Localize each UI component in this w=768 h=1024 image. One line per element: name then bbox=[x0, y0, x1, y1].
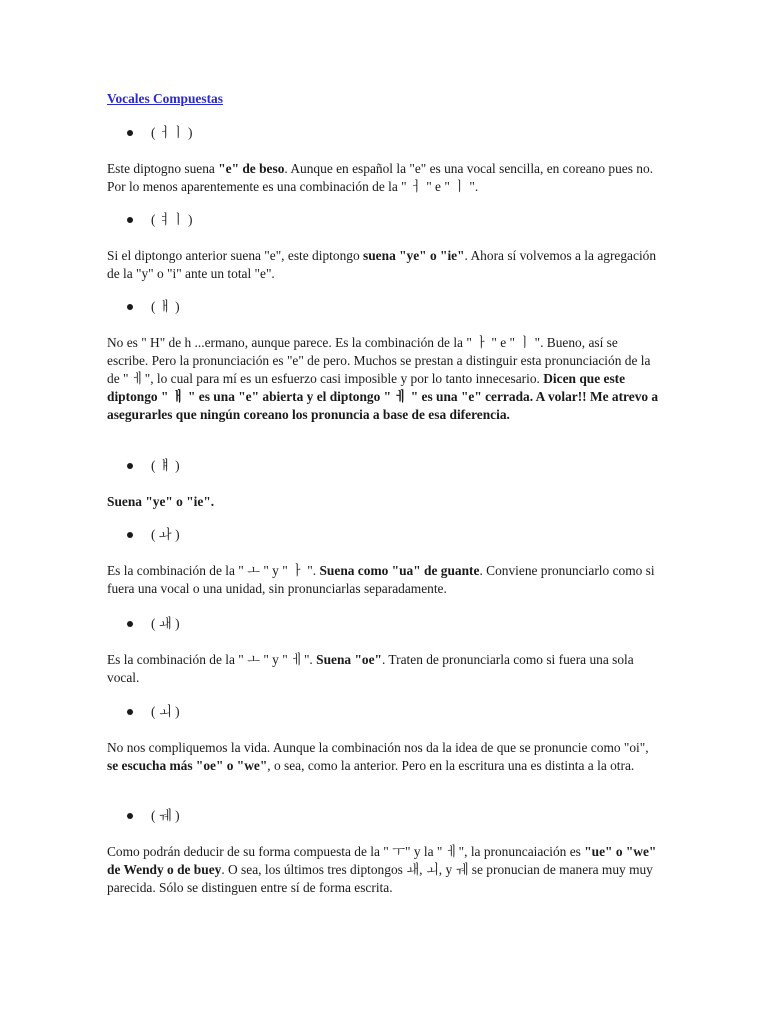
bullet-label: ( ㅞ ) bbox=[151, 808, 180, 823]
bullet-label: ( ㅕㅣ ) bbox=[151, 212, 193, 227]
text-run: Si el diptongo anterior suena "e", este diptongo bbox=[107, 248, 364, 263]
bold-text-run: suena "ye" o "ie" bbox=[363, 248, 465, 263]
bold-text-run: Suena "oe" bbox=[316, 652, 382, 667]
bullet-dot bbox=[127, 813, 133, 819]
bullet-label: ( ㅘ ) bbox=[151, 527, 180, 542]
list-item-bullet bbox=[127, 615, 180, 633]
text-run: , o sea, como la anterior. Pero en la escritura una es distinta a la otra. bbox=[267, 758, 635, 773]
page-title-link[interactable]: Vocales Compuestas bbox=[107, 91, 223, 106]
text-run: . Traten de pronunciarla como si fuera una sola vocal. bbox=[107, 652, 634, 685]
bullet-dot bbox=[127, 463, 133, 469]
paragraph bbox=[107, 562, 659, 598]
paragraph bbox=[107, 160, 659, 196]
list-item-bullet bbox=[127, 703, 180, 721]
paragraph bbox=[107, 334, 659, 424]
bullet-dot bbox=[127, 130, 133, 136]
paragraph bbox=[107, 493, 659, 511]
list-item-bullet bbox=[127, 457, 180, 475]
list-item-bullet bbox=[127, 526, 180, 544]
bullet-label: ( ㅙ ) bbox=[151, 616, 180, 631]
bullet-dot bbox=[127, 532, 133, 538]
text-run: Este diptogno suena bbox=[107, 161, 219, 176]
paragraph bbox=[107, 247, 659, 283]
bold-text-run: Suena "ye" o "ie". bbox=[107, 494, 215, 509]
bullet-dot bbox=[127, 217, 133, 223]
bullet-dot bbox=[127, 304, 133, 310]
bold-text-run: "ue" o "we" de Wendy o de buey bbox=[107, 844, 657, 877]
bold-text-run: "e" de beso bbox=[218, 161, 285, 176]
text-run: No es " H" de h ...ermano, aunque parece. Es la combinación de la " ㅏ " e " ㅣ ". Bueno, así se escribe. Pero la pronunciación es "e" de pero. Muchos se prestan a distinguir esta pronunciación de la de " ㅔ", lo cual para mí es un esfuerzo casi imposible y por lo tanto innecesario. bbox=[107, 335, 651, 386]
list-item-bullet bbox=[127, 124, 192, 142]
text-run: . Aunque en español la "e" es una vocal sencilla, en coreano pues no. Por lo menos aparentemente es una combinación de la " ㅓ " e " ㅣ ". bbox=[107, 161, 654, 194]
bullet-label: ( ㅚ ) bbox=[151, 704, 180, 719]
list-item-bullet bbox=[127, 298, 180, 316]
text-run: No nos compliquemos la vida. Aunque la combinación nos da la idea de que se pronuncie como "oi", bbox=[107, 740, 649, 755]
bold-text-run: Dicen que este diptongo " ㅐ " es una "e" abierta y el diptongo " ㅔ " es una "e" cerrada. A volar!! Me atrevo a asegurarles que ningún coreano los pronuncia a base de esa diferencia. bbox=[107, 371, 659, 422]
bullet-dot bbox=[127, 709, 133, 715]
list-item-bullet bbox=[127, 211, 192, 229]
text-run: . Conviene pronunciarlo como si fuera una vocal o una unidad, sin pronunciarlas separadamente. bbox=[107, 563, 655, 596]
bold-text-run: Suena como "ua" de guante bbox=[319, 563, 480, 578]
bold-text-run: se escucha más "oe" o "we" bbox=[107, 758, 268, 773]
paragraph bbox=[107, 843, 659, 897]
text-run: Es la combinación de la " ㅗ " y " ㅔ". bbox=[107, 652, 317, 667]
list-item-bullet bbox=[127, 807, 180, 825]
bullet-dot bbox=[127, 621, 133, 627]
text-run: Como podrán deducir de su forma compuesta de la " ㅜ" y la " ㅔ", la pronuncaiación es bbox=[107, 844, 585, 859]
text-run: . Ahora sí volvemos a la agregación de la "y" o "i" ante un total "e". bbox=[107, 248, 657, 281]
paragraph bbox=[107, 651, 659, 687]
bullet-label: ( ㅓㅣ ) bbox=[151, 125, 193, 140]
text-run: . O sea, los últimos tres diptongos ㅙ, ㅚ, y ㅞ se pronucian de manera muy muy parecida. Sólo se distinguen entre sí de forma escrita. bbox=[107, 862, 653, 895]
bullet-label: ( ㅐ ) bbox=[151, 299, 180, 314]
text-run: Es la combinación de la " ㅗ " y " ㅏ ". bbox=[107, 563, 320, 578]
bullet-label: ( ㅒ ) bbox=[151, 458, 180, 473]
paragraph bbox=[107, 739, 659, 775]
